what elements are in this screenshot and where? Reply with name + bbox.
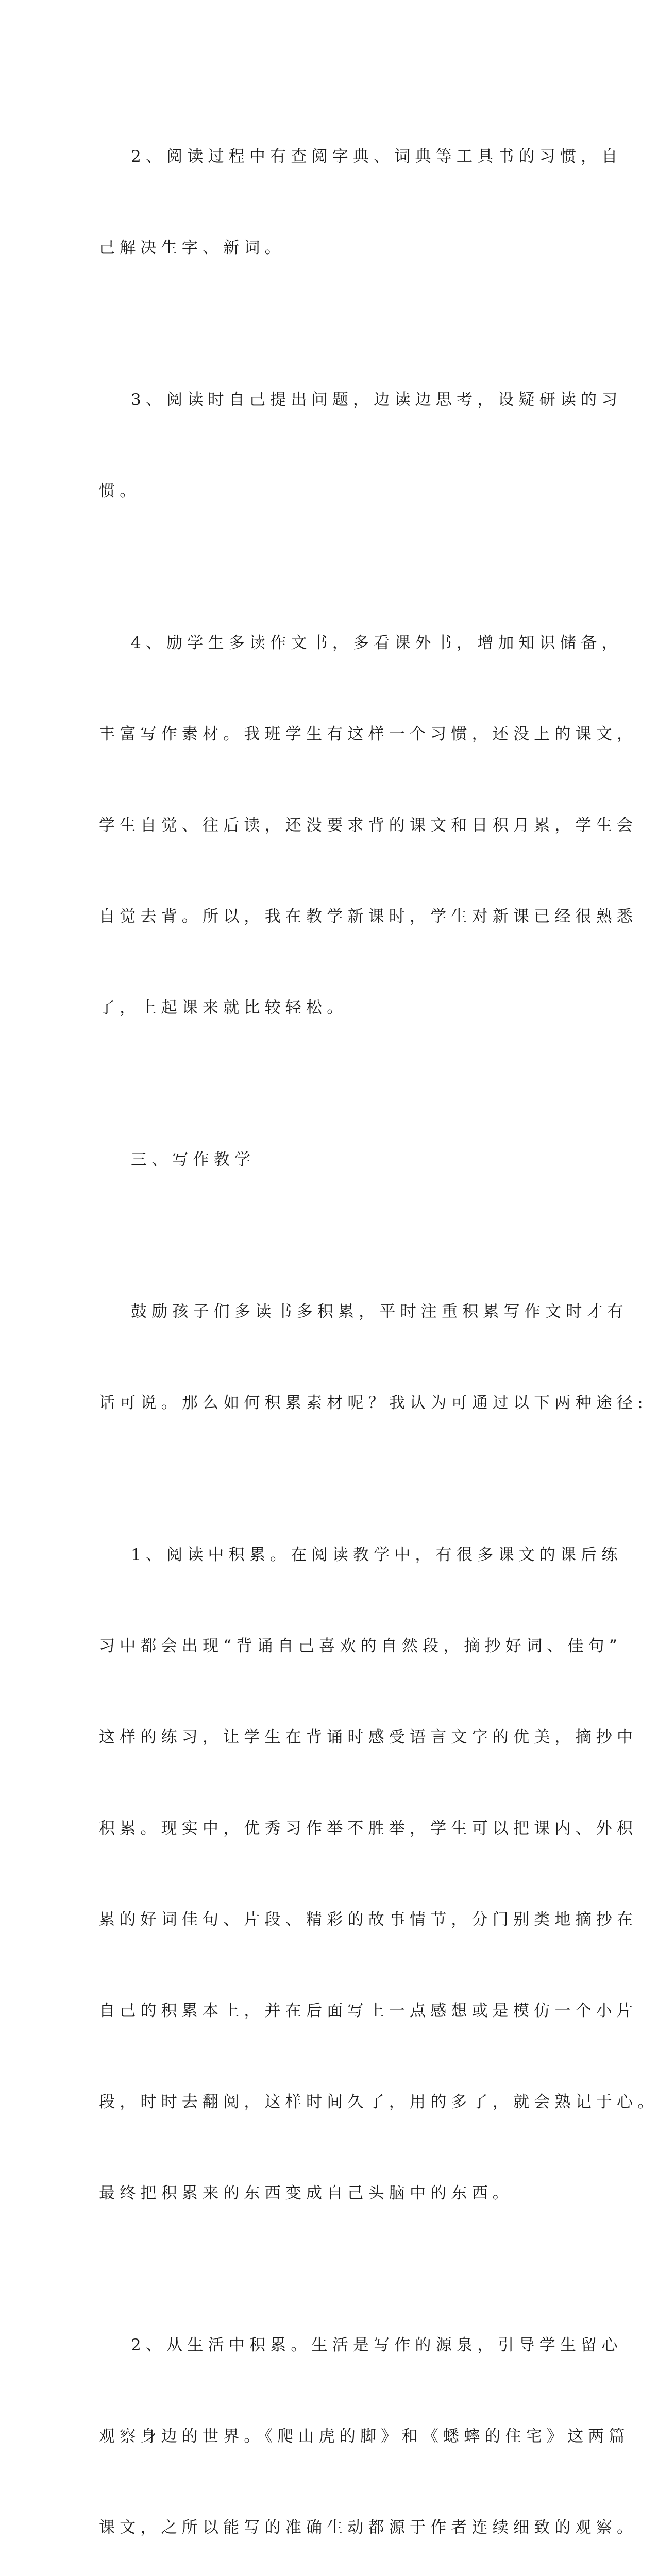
text-line: 己解决生字、新词。 [99,239,285,257]
text-line: 1、阅读中积累。在阅读教学中，有很多课文的课后练 [131,1546,622,1564]
text-line: 了，上起课来就比较轻松。 [99,998,348,1017]
text-line: 2、从生活中积累。生活是写作的源泉，引导学生留心 [131,2336,622,2354]
text-line: 积累。现实中，优秀习作举不胜举，学生可以把课内、外积 [99,1819,638,1838]
paragraph-reading-dictionary-habit [99,81,622,324]
text-line: 观察身边的世界。《爬山虎的脚》和《蟋蟀的住宅》这两篇 [99,2427,630,2446]
text-line: 自觉去背。所以，我在教学新课时，学生对新课已经很熟悉 [99,907,638,926]
text-line: 鼓励孩子们多读书多积累，平时注重积累写作文时才有 [131,1302,628,1321]
paragraph-extra-reading [99,567,638,1084]
paragraph-encourage-accumulation [99,1236,648,1479]
text-line: 话可说。那么如何积累素材呢？我认为可通过以下两种途径: [99,1394,648,1412]
text-line: 习中都会出现“背诵自己喜欢的自然段，摘抄好词、佳句” [99,1637,622,1655]
text-line: 2、阅读过程中有查阅字典、词典等工具书的习惯，自 [131,147,622,166]
text-line: 4、励学生多读作文书，多看课外书，增加知识储备， [131,634,622,652]
document-body [99,81,658,2576]
text-line: 自己的积累本上，并在后面写上一点感想或是模仿一个小片 [99,2002,638,2020]
text-line: 惯。 [99,482,141,500]
text-line: 丰富写作素材。我班学生有这样一个习惯，还没上的课文， [99,725,638,743]
section-heading: 三、写作教学 [131,1150,256,1169]
text-line: 课文，之所以能写的准确生动都源于作者连续细致的观察。 [99,2518,638,2537]
text-line: 3、阅读时自己提出问题，边读边思考，设疑研读的习 [131,391,622,409]
text-line: 学生自觉、往后读，还没要求背的课文和日积月累，学生会 [99,816,638,835]
text-line: 段，时时去翻阅，这样时间久了，用的多了，就会熟记于心。 [99,2093,658,2111]
paragraph-accumulate-in-life [99,2269,638,2576]
text-line: 累的好词佳句、片段、精彩的故事情节，分门别类地摘抄在 [99,1910,638,1929]
text-line: 最终把积累来的东西变成自己头脑中的东西。 [99,2184,513,2202]
text-line: 这样的练习，让学生在背诵时感受语言文字的优美，摘抄中 [99,1728,638,1747]
paragraph-accumulate-in-reading [99,1479,658,2269]
section-heading-writing-teaching [99,1084,542,1236]
paragraph-reading-questions-habit [99,324,622,567]
